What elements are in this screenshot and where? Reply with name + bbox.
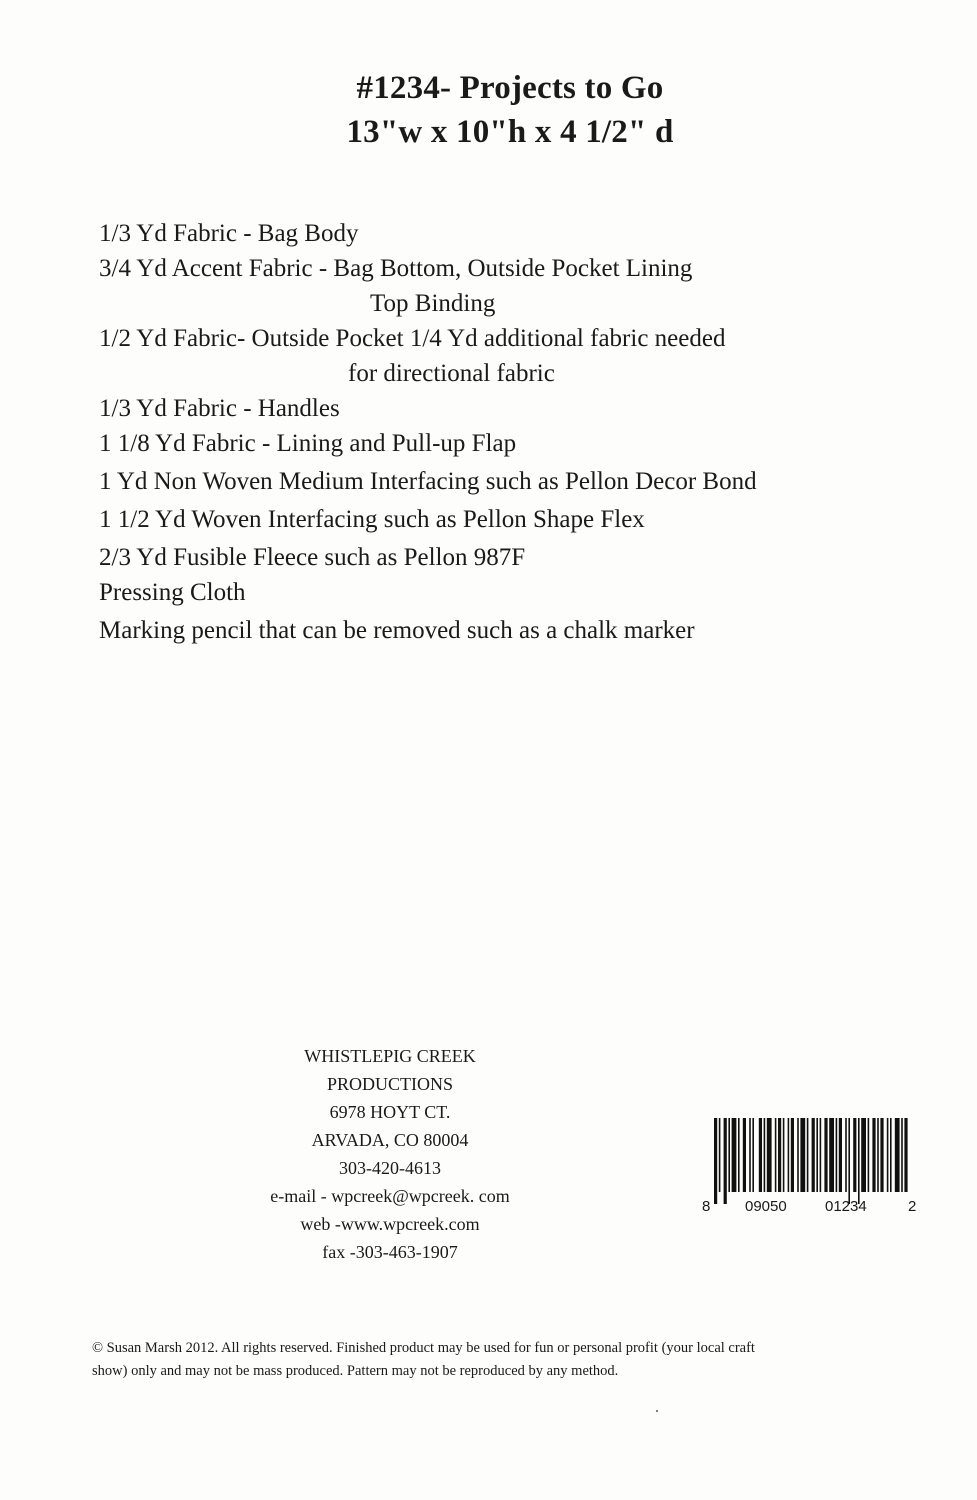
barcode-bar xyxy=(868,1118,870,1192)
barcode-bar xyxy=(797,1118,799,1192)
barcode-bar xyxy=(904,1118,907,1192)
email-address: e-mail - wpcreek@wpcreek. com xyxy=(270,1186,510,1206)
materials-list-item: 1/2 Yd Fabric- Outside Pocket 1/4 Yd additional fabric needed xyxy=(99,325,726,352)
barcode-group-left: 09050 xyxy=(745,1198,787,1215)
barcode-bar xyxy=(728,1118,730,1192)
website: web -www.wpcreek.com xyxy=(300,1214,480,1234)
materials-list-item: 2/3 Yd Fusible Fleece such as Pellon 987F xyxy=(99,544,526,571)
barcode-bar xyxy=(791,1118,794,1192)
barcode-bar xyxy=(839,1118,842,1192)
copyright-notice xyxy=(92,1337,952,1383)
barcode-bar xyxy=(816,1118,818,1192)
barcode-bar xyxy=(732,1118,737,1192)
pattern-dimensions: 13"w x 10"h x 4 1/2" d xyxy=(346,114,674,150)
barcode-digit-first: 8 xyxy=(702,1198,711,1215)
barcode-bars xyxy=(700,1112,920,1204)
street-address: 6978 HOYT CT. xyxy=(329,1102,451,1122)
copyright-line-2: show) only and may not be mass produced. Pattern may not be reproduced by any method. xyxy=(92,1363,619,1379)
publisher-name: WHISTLEPIG CREEK xyxy=(304,1046,476,1066)
barcode-bar xyxy=(719,1118,721,1192)
barcode-bar xyxy=(749,1118,751,1192)
barcode-bar xyxy=(861,1118,866,1192)
phone-number: 303-420-4613 xyxy=(339,1158,441,1178)
barcode-bar xyxy=(743,1118,746,1192)
materials-list-item-continuation: for directional fabric xyxy=(348,360,555,387)
barcode-bar xyxy=(853,1118,856,1192)
materials-list-item: Marking pencil that can be removed such as a chalk marker xyxy=(99,617,695,644)
city-state-zip: ARVADA, CO 80004 xyxy=(311,1130,469,1150)
pattern-title: #1234- Projects to Go xyxy=(356,70,664,106)
pattern-title-block xyxy=(0,66,977,154)
barcode-group-right: 01234 xyxy=(825,1198,867,1215)
materials-list-item: 1/3 Yd Fabric - Bag Body xyxy=(99,220,359,247)
barcode-bar xyxy=(845,1118,847,1192)
materials-list-item: 1 1/2 Yd Woven Interfacing such as Pellon Shape Flex xyxy=(99,506,645,533)
barcode-bar xyxy=(877,1118,879,1192)
barcode-bar xyxy=(895,1118,900,1192)
barcode-bar xyxy=(800,1118,805,1192)
materials-list-item: 1/3 Yd Fabric - Handles xyxy=(99,395,340,422)
barcode-bar xyxy=(890,1118,892,1192)
barcode-bar xyxy=(759,1118,762,1192)
publisher-name-line2: PRODUCTIONS xyxy=(326,1074,454,1094)
barcode-bar xyxy=(783,1118,785,1192)
copyright-line-1: © Susan Marsh 2012. All rights reserved. Finished product may be used for fun or personal profit (your local craft xyxy=(92,1340,755,1356)
barcode-bar xyxy=(858,1118,860,1204)
materials-list xyxy=(99,216,959,648)
barcode-bar xyxy=(824,1118,827,1192)
materials-list-item: 1 Yd Non Woven Medium Interfacing such as Pellon Decor Bond xyxy=(99,468,757,495)
barcode-digit-last: 2 xyxy=(908,1198,917,1215)
barcode-bar xyxy=(767,1118,772,1192)
barcode-bar xyxy=(724,1118,727,1204)
barcode-bar xyxy=(714,1118,717,1204)
barcode-bar xyxy=(880,1118,883,1192)
barcode-bar xyxy=(829,1118,834,1192)
upc-barcode xyxy=(700,1112,920,1222)
barcode-digits xyxy=(700,1198,920,1220)
barcode-bar xyxy=(836,1118,838,1192)
fax-number: fax -303-463-1907 xyxy=(322,1242,458,1262)
barcode-bar xyxy=(872,1118,875,1192)
publisher-address xyxy=(230,1042,550,1266)
materials-list-item: 1 1/8 Yd Fabric - Lining and Pull-up Flap xyxy=(99,430,517,457)
barcode-bar xyxy=(788,1118,790,1192)
materials-list-item: 3/4 Yd Accent Fabric - Bag Bottom, Outside Pocket Lining xyxy=(99,255,693,282)
barcode-bar xyxy=(812,1118,815,1192)
barcode-bar xyxy=(764,1118,766,1192)
barcode-bar xyxy=(848,1118,850,1204)
barcode-bar xyxy=(901,1118,903,1192)
paper-speck xyxy=(656,1410,658,1412)
barcode-bar xyxy=(807,1118,809,1192)
barcode-bar xyxy=(738,1118,740,1192)
barcode-bar xyxy=(752,1118,754,1192)
barcode-bar xyxy=(887,1118,889,1192)
materials-list-item: Pressing Cloth xyxy=(99,579,246,606)
barcode-bar xyxy=(778,1118,781,1192)
barcode-bar xyxy=(820,1118,822,1192)
barcode-bar xyxy=(775,1118,777,1192)
materials-list-item-continuation: Top Binding xyxy=(370,290,496,317)
